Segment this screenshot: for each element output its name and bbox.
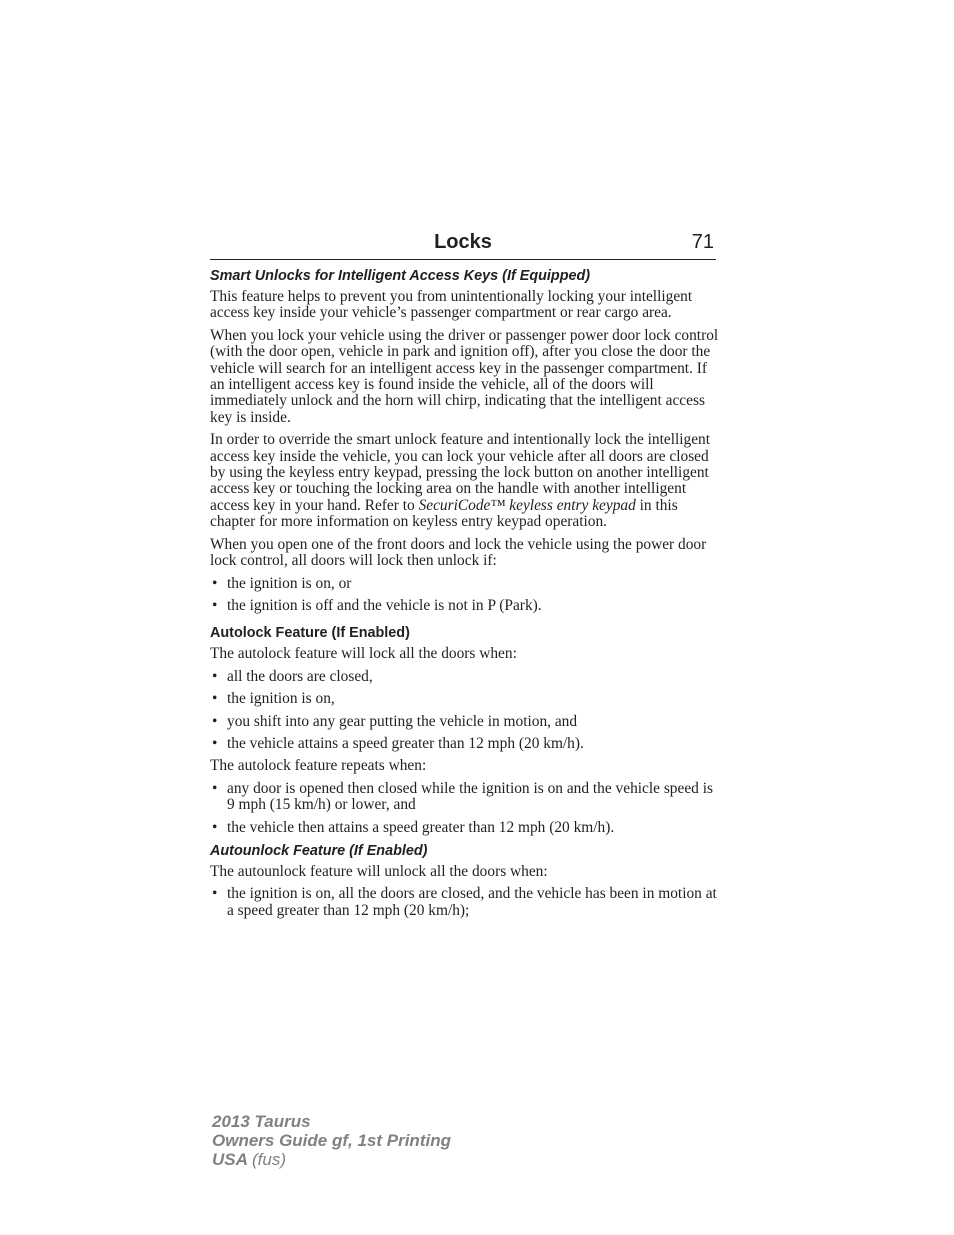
list-item: • all the doors are closed, (210, 669, 720, 685)
bullet-list (210, 669, 720, 753)
section-heading-smart-unlocks: Smart Unlocks for Intelligent Access Keys (If Equipped) (210, 268, 591, 284)
paragraph: This feature helps to prevent you from unintentionally locking your intelligent access key inside your vehicle’s passenger compartment or rear cargo area. (210, 288, 693, 322)
section-heading-autolock: Autolock Feature (If Enabled) (210, 625, 410, 642)
chapter-title: Locks (434, 231, 492, 253)
paragraph-text: in this chapter for more information on keyless entry keypad operation. (210, 496, 678, 531)
footer-market (212, 1150, 451, 1169)
paragraph: When you lock your vehicle using the driver or passenger power door lock control (with the door open, vehicle in park and ignition off), after you close the door the vehicle will search for an intelligent access key in the passenger compartment. If an intelligent access key is found inside the vehicle, all of the doors will immediately unlock and the horn will chirp, indicating that the intelligent access key is inside. (210, 326, 719, 426)
page-number: 71 (691, 231, 714, 253)
section-heading-autounlock: Autounlock Feature (If Enabled) (210, 842, 428, 859)
footer-model: 2013 Taurus (212, 1112, 311, 1131)
paragraph: When you open one of the front doors and lock the vehicle using the power door lock control, all doors will lock then unlock if: (210, 535, 707, 570)
list-item: • any door is opened then closed while the ignition is on and the vehicle speed is 9 mph (15 km/h) or lower, and (210, 781, 720, 814)
bullet-list (210, 781, 720, 836)
footer-edition: Owners Guide gf, 1st Printing (212, 1131, 451, 1150)
footer-code: (fus) (252, 1150, 286, 1169)
footer-country: USA (212, 1150, 248, 1169)
bullet-list (210, 886, 720, 919)
list-item: • the ignition is on, (210, 691, 720, 707)
page-footer (212, 1112, 451, 1169)
list-item: • the ignition is on, all the doors are closed, and the vehicle has been in motion at a speed greater than 12 mph (20 km/h); (210, 886, 720, 919)
list-item: • the vehicle attains a speed greater than 12 mph (20 km/h). (210, 736, 720, 752)
paragraph: The autounlock feature will unlock all the doors when: (210, 862, 548, 880)
paragraph-with-reference (210, 432, 720, 530)
list-item: • the ignition is on, or (210, 576, 720, 592)
list-item: • the ignition is off and the vehicle is not in P (Park). (210, 598, 720, 614)
bullet-list (210, 576, 720, 615)
page-header (210, 229, 716, 260)
page-content (210, 267, 720, 925)
list-item: • the vehicle then attains a speed greater than 12 mph (20 km/h). (210, 820, 720, 836)
paragraph-text: In order to override the smart unlock feature and intentionally lock the intelligent access key inside the vehicle, you can lock your vehicle after all doors are closed by using the keyless entry keypad, pressing the lock button on another intelligent access key or touching the locking area on the handle with another intelligent access key in your hand. Refer to (210, 431, 711, 514)
cross-reference: SecuriCode™ keyless entry keypad (418, 496, 636, 514)
paragraph: The autolock feature repeats when: (210, 757, 427, 775)
list-item: • you shift into any gear putting the vehicle in motion, and (210, 714, 720, 730)
paragraph: The autolock feature will lock all the doors when: (210, 645, 517, 663)
